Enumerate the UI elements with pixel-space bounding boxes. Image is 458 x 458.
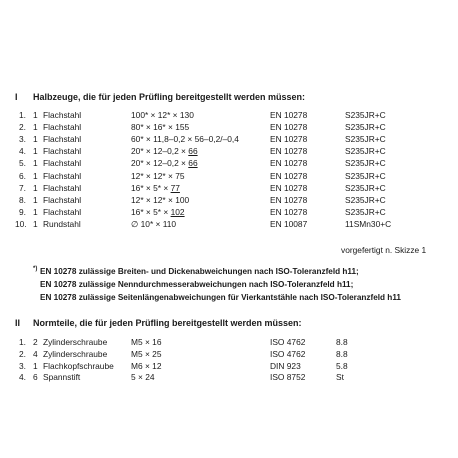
row-dimensions <box>131 122 189 133</box>
row-grade: 5.8 <box>336 360 348 371</box>
row-dimensions <box>131 146 198 157</box>
row-dimensions <box>131 110 194 121</box>
row-norm: EN 10278 <box>270 170 308 181</box>
table-row <box>0 122 458 133</box>
row-dimensions <box>131 183 180 194</box>
section-1-numeral: I <box>15 92 18 102</box>
row-quantity: 1 <box>33 194 38 205</box>
row-norm: EN 10278 <box>270 158 308 169</box>
row-dimensions: M5 × 16 <box>131 337 162 347</box>
row-dimensions-text: 16* × 5* × <box>131 182 171 193</box>
row-dimensions-text: 12* × 12* × 100 <box>131 194 190 205</box>
row-norm: EN 10278 <box>270 122 308 133</box>
row-quantity: 2 <box>33 337 38 347</box>
row-material: 11SMn30+C <box>345 218 392 229</box>
row-material: S235JR+C <box>345 122 386 133</box>
row-dimensions <box>131 219 176 230</box>
row-dimensions <box>131 158 198 169</box>
table-row <box>0 361 458 372</box>
row-norm: ISO 8752 <box>270 372 306 383</box>
table-row <box>0 219 458 230</box>
row-dimensions-underlined: 66 <box>188 146 198 157</box>
row-name: Flachstahl <box>43 170 82 181</box>
table-row <box>0 183 458 194</box>
table-row <box>0 349 458 360</box>
row-norm: ISO 4762 <box>270 348 306 359</box>
row-dimensions-text: 60* × 11,8–0,2 × 56–0,2/–0,4 <box>131 134 239 145</box>
section-1-extra-note: vorgefertigt n. Skizze 1 <box>341 245 427 255</box>
row-quantity: 1 <box>33 158 38 169</box>
row-name: Flachstahl <box>43 158 82 169</box>
row-name: Rundstahl <box>43 218 81 229</box>
row-dimensions-text: 100* × 12* × 130 <box>131 110 194 120</box>
section-2-numeral: II <box>15 318 21 328</box>
row-quantity: 1 <box>33 218 38 229</box>
row-number: 2. <box>19 348 26 359</box>
row-name: Flachstahl <box>43 182 82 193</box>
row-norm: EN 10278 <box>270 110 308 120</box>
row-name: Zylinderschraube <box>43 337 108 347</box>
row-norm: EN 10278 <box>270 146 308 157</box>
section-1-title: Halbzeuge, die für jeden Prüfling bereitgestellt werden müssen: <box>33 92 306 102</box>
row-number: 6. <box>19 170 26 181</box>
row-name: Flachstahl <box>43 146 82 157</box>
row-number: 8. <box>19 194 26 205</box>
row-material: S235JR+C <box>345 134 386 145</box>
row-dimensions-underlined: 77 <box>170 182 180 193</box>
row-dimensions <box>131 134 239 145</box>
row-number: 1. <box>19 337 26 347</box>
row-number: 3. <box>19 134 26 145</box>
row-dimensions: M5 × 25 <box>131 348 162 359</box>
row-dimensions-underlined: 102 <box>170 206 185 217</box>
row-quantity: 1 <box>33 360 38 371</box>
row-name: Flachstahl <box>43 206 82 217</box>
row-material: S235JR+C <box>345 146 386 157</box>
table-row <box>0 171 458 182</box>
table-row <box>0 372 458 383</box>
row-material: S235JR+C <box>345 194 386 205</box>
row-number: 9. <box>19 206 26 217</box>
row-name: Flachstahl <box>43 122 82 133</box>
row-grade: St <box>336 372 344 383</box>
row-norm: EN 10278 <box>270 194 308 205</box>
row-number: 2. <box>19 122 26 133</box>
row-quantity: 1 <box>33 206 38 217</box>
table-row <box>0 146 458 157</box>
tolerance-note-3: EN 10278 zulässige Seitenlängenabweichungen für Vierkantstähle nach ISO-Toleranzfeld h11 <box>40 293 401 302</box>
row-quantity: 6 <box>33 372 38 383</box>
row-material: S235JR+C <box>345 182 386 193</box>
row-quantity: 1 <box>33 170 38 181</box>
row-number: 5. <box>19 158 26 169</box>
row-quantity: 1 <box>33 110 38 120</box>
row-number: 4. <box>19 146 26 157</box>
row-norm: DIN 923 <box>270 360 301 371</box>
row-material: S235JR+C <box>345 170 386 181</box>
row-dimensions-text: 16* × 5* × <box>131 206 171 217</box>
row-dimensions-text: 20* × 12–0,2 × <box>131 158 189 169</box>
row-material: S235JR+C <box>345 158 386 169</box>
footnote-mark: *) <box>33 266 38 272</box>
row-material: S235JR+C <box>345 206 386 217</box>
row-number: 4. <box>19 372 26 383</box>
row-name: Flachkopfschraube <box>43 360 114 371</box>
table-row <box>0 195 458 206</box>
row-dimensions <box>131 207 185 218</box>
row-dimensions: M6 × 12 <box>131 360 162 371</box>
row-norm: ISO 4762 <box>270 337 306 347</box>
row-norm: EN 10278 <box>270 182 308 193</box>
table-row <box>0 158 458 169</box>
tolerance-note-2: EN 10278 zulässige Nenndurchmesserabweichungen nach ISO-Toleranzfeld h11; <box>40 280 354 289</box>
row-norm: EN 10278 <box>270 134 308 145</box>
row-name: Zylinderschraube <box>43 348 108 359</box>
row-norm: EN 10278 <box>270 206 308 217</box>
row-number: 1. <box>19 110 26 120</box>
row-dimensions <box>131 195 189 206</box>
row-dimensions-text: ∅ 10* × 110 <box>131 218 177 229</box>
row-quantity: 4 <box>33 348 38 359</box>
table-row <box>0 110 458 121</box>
tolerance-note-1: EN 10278 zulässige Breiten- und Dickenabweichungen nach ISO-Toleranzfeld h11; <box>40 267 359 276</box>
row-name: Flachstahl <box>43 134 82 145</box>
table-row <box>0 134 458 145</box>
table-row <box>0 337 458 348</box>
row-quantity: 1 <box>33 122 38 133</box>
row-quantity: 1 <box>33 146 38 157</box>
row-quantity: 1 <box>33 182 38 193</box>
row-dimensions-text: 20* × 12–0,2 × <box>131 146 189 157</box>
row-dimensions-underlined: 66 <box>188 158 198 169</box>
row-number: 7. <box>19 182 26 193</box>
row-quantity: 1 <box>33 134 38 145</box>
row-dimensions-text: 12* × 12* × 75 <box>131 170 185 181</box>
row-name: Spannstift <box>43 372 81 383</box>
row-norm: EN 10087 <box>270 218 308 229</box>
row-dimensions <box>131 171 185 182</box>
row-number: 10. <box>15 218 27 229</box>
row-name: Flachstahl <box>43 194 82 205</box>
row-name: Flachstahl <box>43 110 82 120</box>
row-grade: 8.8 <box>336 337 348 347</box>
row-grade: 8.8 <box>336 348 348 359</box>
section-2-title: Normteile, die für jeden Prüfling bereitgestellt werden müssen: <box>33 318 302 328</box>
row-material: S235JR+C <box>345 110 386 120</box>
table-row <box>0 207 458 218</box>
row-number: 3. <box>19 360 26 371</box>
row-dimensions: 5 × 24 <box>131 372 155 383</box>
row-dimensions-text: 80* × 16* × 155 <box>131 122 190 133</box>
